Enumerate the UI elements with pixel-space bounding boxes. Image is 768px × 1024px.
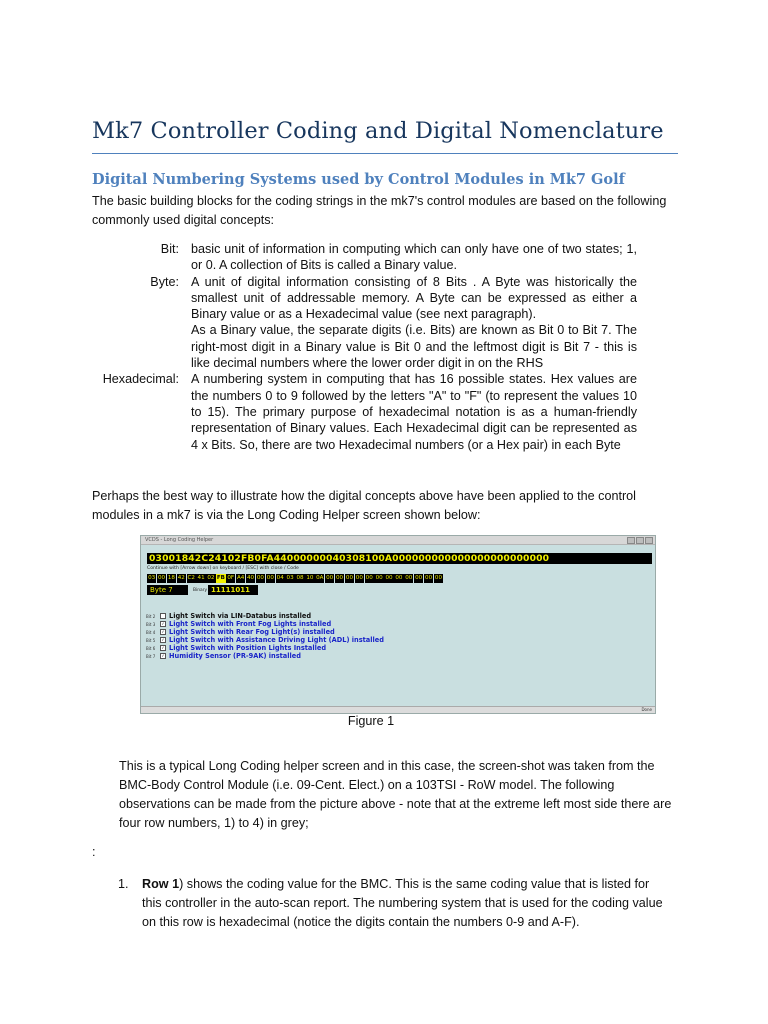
window-title: VCDS - Long Coding Helper bbox=[145, 537, 214, 543]
list-item bbox=[118, 875, 666, 932]
observation-paragraph: This is a typical Long Coding helper screen and in this case, the screen-shot was taken from the BMC-Body Control Module (i.e. 09-Cent. Elect.) on a 103TSI - RoW model. The following observations can be made from the picture above - note that at the extreme left most side there are four row numbers, 1) to 4) in grey; bbox=[119, 759, 672, 830]
byte-cell[interactable]: 04 bbox=[276, 575, 284, 581]
byte-cell[interactable]: 00 bbox=[375, 575, 383, 581]
coding-string: 03001842C24102FB0FA44000000040308100A000000000000000000000000 bbox=[149, 553, 550, 564]
byte-cell[interactable]: 40 bbox=[246, 575, 255, 581]
bit-row bbox=[146, 612, 384, 620]
page-title: Mk7 Controller Coding and Digital Nomenclature bbox=[92, 118, 664, 144]
close-icon bbox=[645, 537, 653, 544]
bit-row bbox=[146, 652, 384, 660]
bit-row bbox=[146, 620, 384, 628]
definition-term: Bit: bbox=[160, 242, 179, 256]
bit-checkbox[interactable]: ✓ bbox=[161, 645, 165, 650]
bit-label: Bit 6 bbox=[146, 645, 156, 651]
byte-cell[interactable]: 0A bbox=[316, 575, 324, 581]
byte-cell[interactable]: 00 bbox=[385, 575, 393, 581]
bit-checkbox[interactable]: ✓ bbox=[161, 621, 165, 626]
definition-term bbox=[92, 322, 191, 371]
byte-cell[interactable]: 00 bbox=[415, 575, 423, 581]
byte-cell[interactable]: 00 bbox=[355, 575, 363, 581]
bit-label: Bit 4 bbox=[146, 629, 156, 635]
bit-row bbox=[146, 644, 384, 652]
bit-row bbox=[146, 628, 384, 636]
byte-cell[interactable]: A4 bbox=[236, 575, 245, 581]
bit-label: Bit 7 bbox=[146, 653, 156, 659]
bit-row bbox=[146, 636, 384, 644]
long-coding-helper-screenshot bbox=[140, 535, 656, 714]
bit-checkbox[interactable] bbox=[160, 613, 166, 619]
bit-description: Light Switch via LIN-Databus installed bbox=[169, 612, 312, 620]
byte-cell[interactable]: 00 bbox=[336, 575, 344, 581]
byte-cell[interactable]: 03 bbox=[286, 575, 294, 581]
byte-cell[interactable]: 42 bbox=[177, 575, 185, 581]
byte-cell[interactable]: 00 bbox=[157, 575, 166, 581]
byte-cell[interactable]: 00 bbox=[425, 575, 433, 581]
byte-cell[interactable]: 00 bbox=[395, 575, 403, 581]
bit-label: Bit 5 bbox=[146, 637, 156, 643]
byte-row bbox=[147, 574, 444, 583]
binary-label: Binary bbox=[193, 588, 208, 593]
definition-byte bbox=[92, 274, 637, 323]
byte-cell[interactable]: 02 bbox=[207, 575, 215, 581]
byte-cell[interactable]: 08 bbox=[296, 575, 304, 581]
byte-cell[interactable]: 00 bbox=[434, 575, 443, 581]
bit-description: Light Switch with Assistance Driving Light (ADL) installed bbox=[169, 636, 384, 644]
figure-intro-paragraph: Perhaps the best way to illustrate how the digital concepts above have been applied to the control modules in a mk7 is via the Long Coding Helper screen shown below: bbox=[92, 489, 636, 522]
definition-text: A unit of digital information consisting of 8 Bits . A Byte was historically the smallest unit of addressable memory. A Byte can be expressed as either a Binary value or as a Hexadecimal value (see next paragraph). bbox=[191, 274, 637, 322]
maximize-icon bbox=[636, 537, 644, 544]
definition-text: As a Binary value, the separate digits (i.e. Bits) are known as Bit 0 to Bit 7. The right-most digit in a Binary value is Bit 0 and the leftmost digit is Bit 7 - this is like decimal numbers where the lower order digit in on the RHS bbox=[191, 323, 637, 371]
byte-cell[interactable]: 00 bbox=[256, 575, 264, 581]
bit-label: Bit 3 bbox=[146, 621, 156, 627]
minimize-icon bbox=[627, 537, 635, 544]
byte-cell[interactable]: 03 bbox=[148, 575, 156, 581]
definition-hexadecimal bbox=[92, 371, 637, 452]
section-heading: Digital Numbering Systems used by Control Modules in Mk7 Golf bbox=[92, 171, 625, 188]
list-text bbox=[142, 875, 666, 932]
bit-list bbox=[146, 612, 384, 660]
window-titlebar bbox=[141, 536, 655, 545]
title-divider bbox=[92, 153, 678, 154]
bit-description: Light Switch with Front Fog Lights installed bbox=[169, 620, 332, 628]
byte-label: Byte 7 bbox=[147, 585, 188, 595]
byte-cell[interactable]: 00 bbox=[326, 575, 334, 581]
helper-hint: Continue with [Arrow down] on keyboard / [ESC] with close / Code bbox=[147, 566, 299, 571]
byte-cell[interactable]: 00 bbox=[266, 575, 274, 581]
coding-string-field bbox=[147, 553, 652, 564]
byte-cell[interactable]: 00 bbox=[365, 575, 373, 581]
window-controls bbox=[627, 537, 653, 544]
list-number: 1. bbox=[118, 877, 129, 891]
byte-cell[interactable]: C2 bbox=[187, 575, 195, 581]
byte-cell[interactable]: FB bbox=[216, 575, 225, 581]
bit-checkbox[interactable]: ✓ bbox=[161, 637, 165, 642]
byte-cell[interactable]: 18 bbox=[167, 575, 175, 581]
colon-line: : bbox=[92, 845, 96, 859]
figure-caption bbox=[0, 714, 768, 728]
status-bar bbox=[141, 706, 655, 713]
bit-checkbox[interactable]: ✓ bbox=[161, 653, 165, 658]
status-text: Done bbox=[641, 707, 652, 712]
definition-text: A numbering system in computing that has 16 possible states. Hex values are the numbers 0 to 9 followed by the letters "A" to "F" (to represent the values 10 to 15). The primary purpose of hexadecimal notation is as a human-friendly representation of Binary values. Each Hexadecimal digit can be represented as 4 x Bits. So, there are two Hexadecimal numbers (or a Hex pair) in each Byte bbox=[191, 372, 637, 452]
bit-checkbox[interactable]: ✓ bbox=[161, 629, 165, 634]
definition-text: basic unit of information in computing which can only have one of two states; 1, or 0. A collection of Bits is called a Binary value. bbox=[191, 242, 637, 273]
list-bold-label: Row 1 bbox=[142, 877, 180, 891]
byte-cell[interactable]: 00 bbox=[345, 575, 354, 581]
byte-cell[interactable]: 00 bbox=[405, 575, 413, 581]
caption-text: Figure 1 bbox=[347, 714, 395, 728]
binary-value: 11111011 bbox=[208, 585, 258, 595]
intro-paragraph: The basic building blocks for the coding strings in the mk7's control modules are based on the following commonly used digital concepts: bbox=[92, 194, 667, 227]
byte-cell[interactable]: 41 bbox=[197, 575, 205, 581]
bit-label: Bit 2 bbox=[146, 613, 156, 619]
definition-list bbox=[92, 241, 637, 453]
definition-term: Hexadecimal: bbox=[102, 372, 179, 387]
definition-term: Byte: bbox=[150, 274, 179, 289]
byte-cell[interactable]: 0F bbox=[227, 575, 235, 581]
byte-cell[interactable]: 10 bbox=[306, 575, 314, 581]
bit-description: Light Switch with Position Lights Installed bbox=[169, 644, 327, 652]
definition-bit bbox=[92, 241, 637, 274]
bit-description: Humidity Sensor (PR-9AK) installed bbox=[169, 652, 301, 660]
list-body: ) shows the coding value for the BMC. This is the same coding value that is listed for this controller in the auto-scan report. The numbering system that is used for the coding value on this row is hexadecimal (notice the digits contain the numbers 0-9 and A-F). bbox=[142, 877, 663, 929]
definition-byte-continued bbox=[92, 322, 637, 371]
bit-description: Light Switch with Rear Fog Light(s) installed bbox=[169, 628, 335, 636]
